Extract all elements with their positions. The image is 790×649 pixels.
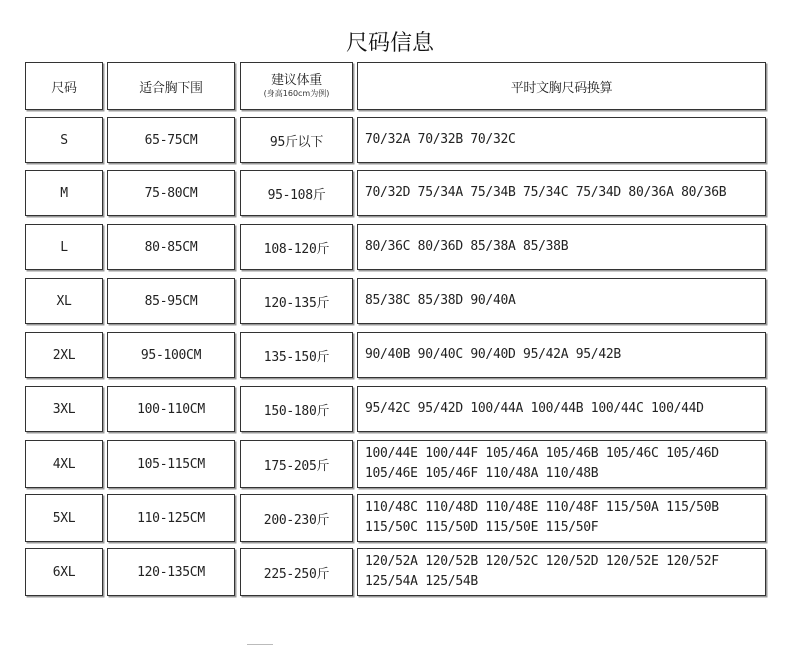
size-chart-table <box>25 62 770 600</box>
row-size: 5XL <box>25 494 103 542</box>
header-conversion: 平时文胸尺码换算 <box>357 62 766 110</box>
row-weight: 120-135斤 <box>240 278 353 324</box>
page-title: 尺码信息 <box>345 31 434 56</box>
row-conversion-sizes: 95/42C 95/42D 100/44A 100/44B 100/44C 100/44D <box>357 386 766 432</box>
row-conversion-sizes: 80/36C 80/36D 85/38A 85/38B <box>357 224 766 270</box>
header-weight-label: 建议体重 <box>271 72 322 88</box>
row-underbust: 95-100CM <box>107 332 235 378</box>
row-underbust: 80-85CM <box>107 224 235 270</box>
row-conversion-sizes: 85/38C 85/38D 90/40A <box>357 278 766 324</box>
row-size: 4XL <box>25 440 103 488</box>
row-weight: 200-230斤 <box>240 494 353 542</box>
row-conversion-sizes: 110/48C 110/48D 110/48E 110/48F 115/50A 115/50B 115/50C 115/50D 115/50E 115/50F <box>357 494 766 542</box>
row-size: 3XL <box>25 386 103 432</box>
header-weight-note: (身高160cm为例) <box>263 88 330 98</box>
row-weight: 150-180斤 <box>240 386 353 432</box>
row-size: S <box>25 117 103 163</box>
row-size: XL <box>25 278 103 324</box>
row-weight: 175-205斤 <box>240 440 353 488</box>
row-weight: 95斤以下 <box>240 117 353 163</box>
row-underbust: 75-80CM <box>107 170 235 216</box>
row-size: 6XL <box>25 548 103 596</box>
header-size: 尺码 <box>25 62 103 110</box>
row-weight: 135-150斤 <box>240 332 353 378</box>
row-conversion-sizes: 90/40B 90/40C 90/40D 95/42A 95/42B <box>357 332 766 378</box>
row-size: L <box>25 224 103 270</box>
row-underbust: 105-115CM <box>107 440 235 488</box>
row-conversion-sizes: 120/52A 120/52B 120/52C 120/52D 120/52E 120/52F 125/54A 125/54B <box>357 548 766 596</box>
row-underbust: 85-95CM <box>107 278 235 324</box>
row-underbust: 65-75CM <box>107 117 235 163</box>
row-underbust: 120-135CM <box>107 548 235 596</box>
row-conversion-sizes: 70/32A 70/32B 70/32C <box>357 117 766 163</box>
row-size: 2XL <box>25 332 103 378</box>
row-size: M <box>25 170 103 216</box>
row-weight: 108-120斤 <box>240 224 353 270</box>
row-conversion-sizes: 70/32D 75/34A 75/34B 75/34C 75/34D 80/36A 80/36B <box>357 170 766 216</box>
row-underbust: 110-125CM <box>107 494 235 542</box>
row-underbust: 100-110CM <box>107 386 235 432</box>
header-weight <box>240 62 353 110</box>
row-conversion-sizes: 100/44E 100/44F 105/46A 105/46B 105/46C 105/46D 105/46E 105/46F 110/48A 110/48B <box>357 440 766 488</box>
header-underbust: 适合胸下围 <box>107 62 235 110</box>
row-weight: 225-250斤 <box>240 548 353 596</box>
row-weight: 95-108斤 <box>240 170 353 216</box>
bottom-divider <box>247 644 273 645</box>
